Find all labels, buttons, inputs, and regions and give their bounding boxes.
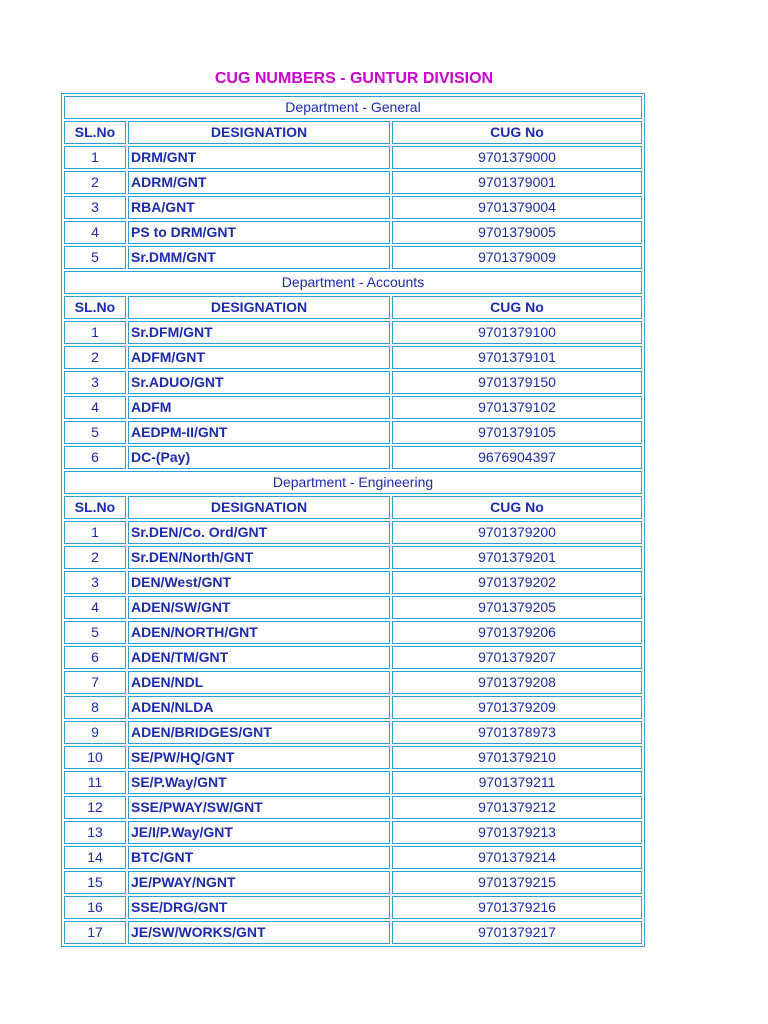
designation-cell: DEN/West/GNT (128, 571, 390, 594)
cug-table (61, 93, 645, 947)
sl-no-cell: 3 (64, 571, 126, 594)
column-header-row (64, 496, 642, 519)
designation-cell: Sr.DFM/GNT (128, 321, 390, 344)
sl-no-cell: 1 (64, 321, 126, 344)
designation-cell: PS to DRM/GNT (128, 221, 390, 244)
cug-number-cell: 9701378973 (392, 721, 642, 744)
sl-no-cell: 11 (64, 771, 126, 794)
column-header-designation: DESIGNATION (128, 496, 390, 519)
table-row (64, 721, 642, 744)
table-row (64, 396, 642, 419)
designation-cell: ADEN/TM/GNT (128, 646, 390, 669)
designation-cell: ADEN/BRIDGES/GNT (128, 721, 390, 744)
designation-cell: Sr.DEN/Co. Ord/GNT (128, 521, 390, 544)
cug-table-body (64, 96, 642, 944)
column-header-cug: CUG No (392, 496, 642, 519)
designation-cell: BTC/GNT (128, 846, 390, 869)
sl-no-cell: 14 (64, 846, 126, 869)
cug-number-cell: 9701379205 (392, 596, 642, 619)
cug-number-cell: 9701379209 (392, 696, 642, 719)
department-name: Department - General (64, 96, 642, 119)
designation-cell: JE/PWAY/NGNT (128, 871, 390, 894)
cug-number-cell: 9701379207 (392, 646, 642, 669)
cug-number-cell: 9701379000 (392, 146, 642, 169)
designation-cell: JE/I/P.Way/GNT (128, 821, 390, 844)
sl-no-cell: 5 (64, 246, 126, 269)
designation-cell: AEDPM-II/GNT (128, 421, 390, 444)
sl-no-cell: 6 (64, 446, 126, 469)
designation-cell: DRM/GNT (128, 146, 390, 169)
cug-number-cell: 9701379004 (392, 196, 642, 219)
cug-number-cell: 9701379216 (392, 896, 642, 919)
sl-no-cell: 13 (64, 821, 126, 844)
cug-number-cell: 9701379211 (392, 771, 642, 794)
column-header-row (64, 121, 642, 144)
table-row (64, 646, 642, 669)
cug-number-cell: 9701379210 (392, 746, 642, 769)
cug-number-cell: 9701379201 (392, 546, 642, 569)
sl-no-cell: 4 (64, 221, 126, 244)
cug-number-cell: 9701379009 (392, 246, 642, 269)
table-row (64, 546, 642, 569)
sl-no-cell: 2 (64, 346, 126, 369)
table-row (64, 196, 642, 219)
designation-cell: ADEN/NDL (128, 671, 390, 694)
sl-no-cell: 12 (64, 796, 126, 819)
cug-number-cell: 9701379005 (392, 221, 642, 244)
sl-no-cell: 4 (64, 596, 126, 619)
cug-number-cell: 9701379100 (392, 321, 642, 344)
sl-no-cell: 2 (64, 546, 126, 569)
sl-no-cell: 8 (64, 696, 126, 719)
sl-no-cell: 4 (64, 396, 126, 419)
designation-cell: SSE/PWAY/SW/GNT (128, 796, 390, 819)
table-row (64, 346, 642, 369)
column-header-row (64, 296, 642, 319)
department-name: Department - Accounts (64, 271, 642, 294)
table-row (64, 671, 642, 694)
designation-cell: SE/P.Way/GNT (128, 771, 390, 794)
designation-cell: ADEN/SW/GNT (128, 596, 390, 619)
table-row (64, 921, 642, 944)
cug-number-cell: 9701379101 (392, 346, 642, 369)
cug-number-cell: 9701379206 (392, 621, 642, 644)
column-header-designation: DESIGNATION (128, 121, 390, 144)
sl-no-cell: 3 (64, 371, 126, 394)
sl-no-cell: 10 (64, 746, 126, 769)
sl-no-cell: 17 (64, 921, 126, 944)
column-header-cug: CUG No (392, 121, 642, 144)
designation-cell: Sr.DMM/GNT (128, 246, 390, 269)
sl-no-cell: 15 (64, 871, 126, 894)
designation-cell: ADEN/NLDA (128, 696, 390, 719)
sl-no-cell: 6 (64, 646, 126, 669)
sl-no-cell: 2 (64, 171, 126, 194)
cug-number-cell: 9701379150 (392, 371, 642, 394)
table-row (64, 771, 642, 794)
column-header-designation: DESIGNATION (128, 296, 390, 319)
department-header-row (64, 96, 642, 119)
cug-number-cell: 9701379202 (392, 571, 642, 594)
sl-no-cell: 9 (64, 721, 126, 744)
table-row (64, 821, 642, 844)
sl-no-cell: 5 (64, 621, 126, 644)
table-row (64, 621, 642, 644)
designation-cell: ADEN/NORTH/GNT (128, 621, 390, 644)
column-header-cug: CUG No (392, 296, 642, 319)
department-header-row (64, 471, 642, 494)
designation-cell: ADFM/GNT (128, 346, 390, 369)
department-header-row (64, 271, 642, 294)
department-name: Department - Engineering (64, 471, 642, 494)
designation-cell: SSE/DRG/GNT (128, 896, 390, 919)
cug-number-cell: 9701379212 (392, 796, 642, 819)
designation-cell: DC-(Pay) (128, 446, 390, 469)
document-title: CUG NUMBERS - GUNTUR DIVISION (214, 70, 494, 87)
table-row (64, 871, 642, 894)
cug-number-cell: 9701379208 (392, 671, 642, 694)
table-row (64, 596, 642, 619)
table-row (64, 796, 642, 819)
designation-cell: ADRM/GNT (128, 171, 390, 194)
cug-number-cell: 9701379105 (392, 421, 642, 444)
sl-no-cell: 3 (64, 196, 126, 219)
designation-cell: ADFM (128, 396, 390, 419)
column-header-sl: SL.No (64, 496, 126, 519)
table-row (64, 521, 642, 544)
cug-number-cell: 9701379200 (392, 521, 642, 544)
table-row (64, 146, 642, 169)
designation-cell: RBA/GNT (128, 196, 390, 219)
table-row (64, 246, 642, 269)
designation-cell: SE/PW/HQ/GNT (128, 746, 390, 769)
sl-no-cell: 5 (64, 421, 126, 444)
table-row (64, 696, 642, 719)
table-row (64, 421, 642, 444)
sl-no-cell: 16 (64, 896, 126, 919)
cug-number-cell: 9701379217 (392, 921, 642, 944)
cug-number-cell: 9701379102 (392, 396, 642, 419)
sl-no-cell: 7 (64, 671, 126, 694)
table-row (64, 171, 642, 194)
table-row (64, 221, 642, 244)
table-row (64, 846, 642, 869)
table-row (64, 321, 642, 344)
table-row (64, 896, 642, 919)
cug-number-cell: 9701379214 (392, 846, 642, 869)
table-row (64, 446, 642, 469)
table-row (64, 371, 642, 394)
designation-cell: JE/SW/WORKS/GNT (128, 921, 390, 944)
cug-number-cell: 9701379001 (392, 171, 642, 194)
table-row (64, 746, 642, 769)
cug-number-cell: 9701379215 (392, 871, 642, 894)
designation-cell: Sr.ADUO/GNT (128, 371, 390, 394)
designation-cell: Sr.DEN/North/GNT (128, 546, 390, 569)
column-header-sl: SL.No (64, 296, 126, 319)
cug-number-cell: 9701379213 (392, 821, 642, 844)
cug-number-cell: 9676904397 (392, 446, 642, 469)
sl-no-cell: 1 (64, 146, 126, 169)
column-header-sl: SL.No (64, 121, 126, 144)
table-row (64, 571, 642, 594)
sl-no-cell: 1 (64, 521, 126, 544)
